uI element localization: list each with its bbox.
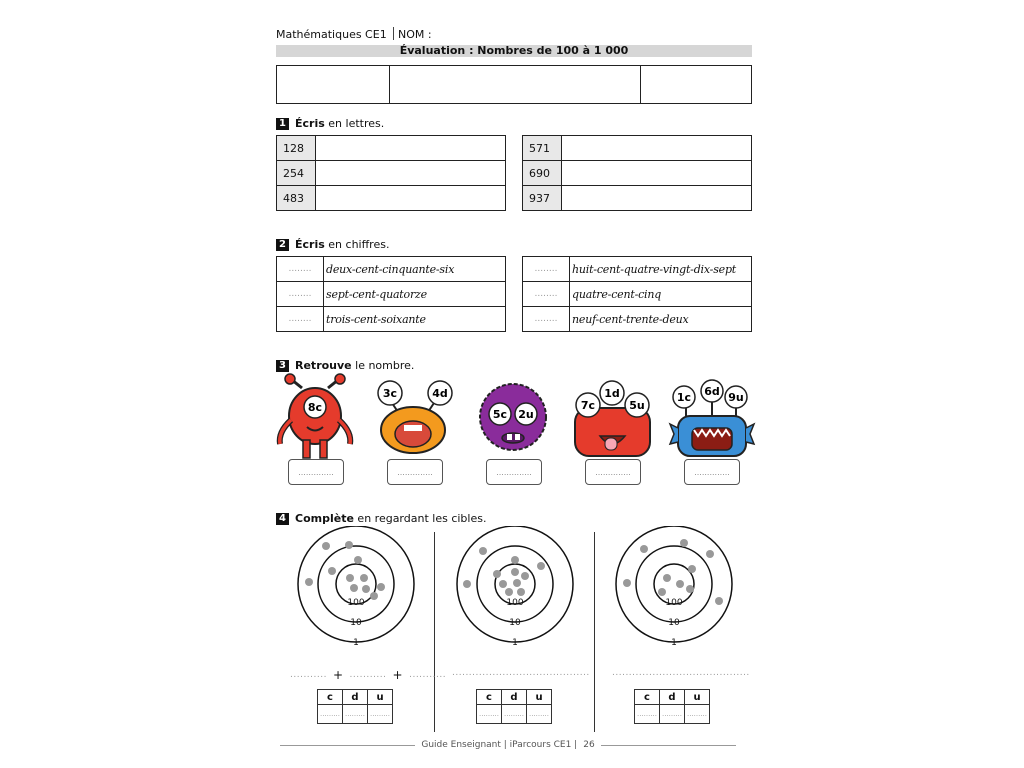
table-row — [277, 282, 506, 307]
table-row — [277, 186, 506, 211]
answer-dots[interactable]: ........ — [277, 282, 324, 307]
table-row — [277, 136, 506, 161]
answer-cell[interactable] — [316, 136, 506, 161]
numbers-to-words-left — [276, 135, 506, 211]
cdu-cell[interactable]: ......... — [635, 705, 660, 724]
monster-label: 8c — [307, 401, 323, 414]
answer-line[interactable]: ......................................... — [452, 668, 590, 678]
word-cell: sept-cent-quatorze — [324, 282, 506, 307]
addition-line — [290, 668, 446, 682]
header-divider — [393, 27, 394, 40]
section-number: 2 — [276, 239, 289, 251]
monster-label: 1d — [604, 387, 620, 400]
table-row — [277, 257, 506, 282]
section-instruction: en lettres. — [328, 117, 385, 130]
monster-label: 5c — [492, 408, 508, 421]
words-to-numbers-right — [522, 256, 752, 332]
ring-label-10: 10 — [350, 618, 362, 628]
section-instruction: en chiffres. — [328, 238, 390, 251]
word-cell: deux-cent-cinquante-six — [324, 257, 506, 282]
target-3 — [612, 526, 736, 650]
ring-label-1: 1 — [671, 638, 677, 648]
table-row — [277, 307, 506, 332]
monster-label: 7c — [580, 399, 596, 412]
section-instruction-bold: Écris — [295, 238, 325, 251]
section-instruction-bold: Retrouve — [295, 359, 352, 372]
answer-cell[interactable] — [562, 136, 752, 161]
number-cell: 690 — [523, 161, 562, 186]
cdu-cell[interactable]: ......... — [343, 705, 368, 724]
answer-dots[interactable]: ........ — [523, 307, 570, 332]
word-cell: neuf-cent-trente-deux — [570, 307, 752, 332]
section-4-heading — [276, 512, 486, 525]
monster-answer-box[interactable]: .............. — [486, 459, 542, 485]
monster-label: 1c — [676, 391, 692, 404]
header-d: d — [660, 690, 685, 705]
section-instruction: le nombre. — [355, 359, 415, 372]
header-c: c — [318, 690, 343, 705]
ring-label-10: 10 — [509, 618, 521, 628]
section-instruction: en regardant les cibles. — [357, 512, 487, 525]
page-title: Évaluation : Nombres de 100 à 1 000 — [276, 45, 752, 57]
answer-dots[interactable]: ........ — [277, 307, 324, 332]
answer-dots[interactable]: ........ — [523, 257, 570, 282]
section-instruction-bold: Écris — [295, 117, 325, 130]
word-cell: trois-cent-soixante — [324, 307, 506, 332]
monster-label: 5u — [629, 399, 645, 412]
info-cell-1[interactable] — [277, 66, 390, 103]
monster-5 — [670, 380, 754, 456]
answer-cell[interactable] — [316, 186, 506, 211]
subject-label: Mathématiques CE1 — [276, 28, 387, 41]
monster-label: 9u — [728, 391, 744, 404]
word-cell: huit-cent-quatre-vingt-dix-sept — [570, 257, 752, 282]
answer-cell[interactable] — [562, 161, 752, 186]
monster-answer-box[interactable]: .............. — [585, 459, 641, 485]
cdu-cell[interactable]: ......... — [502, 705, 527, 724]
plus-sign: + — [392, 668, 404, 682]
header-u: u — [368, 690, 393, 705]
monster-answer-box[interactable]: .............. — [684, 459, 740, 485]
plus-sign: + — [332, 668, 344, 682]
target-1 — [294, 526, 418, 650]
info-cell-3[interactable] — [641, 66, 751, 103]
header-d: d — [502, 690, 527, 705]
cdu-table-3 — [634, 689, 710, 724]
monster-label: 4d — [432, 387, 448, 400]
section-3-heading — [276, 359, 414, 372]
monster-answer-box[interactable]: .............. — [387, 459, 443, 485]
answer-cell[interactable] — [316, 161, 506, 186]
monsters-illustration — [270, 372, 760, 467]
cdu-table-2 — [476, 689, 552, 724]
header-d: d — [343, 690, 368, 705]
monster-answer-box[interactable]: .............. — [288, 459, 344, 485]
monster-label: 6d — [704, 385, 720, 398]
column-divider — [594, 532, 595, 732]
section-number: 4 — [276, 513, 289, 525]
header-c: c — [635, 690, 660, 705]
ring-label-100: 100 — [347, 598, 365, 608]
footer-rule — [601, 745, 736, 746]
name-label: NOM : — [398, 28, 432, 41]
monster-2 — [378, 381, 452, 453]
footer-text: Guide Enseignant | iParcours CE1 | — [421, 740, 578, 750]
number-cell: 128 — [277, 136, 316, 161]
section-number: 1 — [276, 118, 289, 130]
cdu-table-1 — [317, 689, 393, 724]
word-cell: quatre-cent-cinq — [570, 282, 752, 307]
addition-term[interactable]: ........... — [409, 670, 447, 680]
number-cell: 937 — [523, 186, 562, 211]
header-c: c — [477, 690, 502, 705]
monster-label: 3c — [382, 387, 398, 400]
table-row — [523, 161, 752, 186]
answer-dots[interactable]: ........ — [277, 257, 324, 282]
header-u: u — [685, 690, 710, 705]
cdu-cell[interactable]: ......... — [685, 705, 710, 724]
page-number: 26 — [583, 740, 595, 750]
table-row — [277, 161, 506, 186]
footer-rule — [280, 745, 415, 746]
section-2-heading — [276, 238, 389, 251]
column-divider — [434, 532, 435, 732]
cdu-cell[interactable]: ......... — [660, 705, 685, 724]
monster-3 — [480, 384, 546, 450]
addition-term[interactable]: ........... — [290, 670, 327, 680]
table-row — [523, 186, 752, 211]
header-u: u — [527, 690, 552, 705]
header-info-box — [276, 65, 752, 104]
info-cell-2[interactable] — [390, 66, 641, 103]
number-cell: 254 — [277, 161, 316, 186]
section-number: 3 — [276, 360, 289, 372]
ring-label-10: 10 — [668, 618, 680, 628]
words-to-numbers-left — [276, 256, 506, 332]
cdu-cell[interactable]: ......... — [318, 705, 343, 724]
cdu-cell[interactable]: ......... — [477, 705, 502, 724]
table-row — [523, 257, 752, 282]
table-row — [523, 136, 752, 161]
number-cell: 571 — [523, 136, 562, 161]
monster-4 — [575, 381, 650, 456]
monster-1 — [280, 374, 351, 458]
numbers-to-words-right — [522, 135, 752, 211]
ring-label-1: 1 — [353, 638, 359, 648]
answer-dots[interactable]: ........ — [523, 282, 570, 307]
table-row — [523, 282, 752, 307]
number-cell: 483 — [277, 186, 316, 211]
answer-cell[interactable] — [562, 186, 752, 211]
addition-term[interactable]: ........... — [349, 670, 387, 680]
ring-label-100: 100 — [506, 598, 524, 608]
section-instruction-bold: Complète — [295, 512, 354, 525]
monster-label: 2u — [518, 408, 534, 421]
section-1-heading — [276, 117, 384, 130]
table-row — [523, 307, 752, 332]
ring-label-100: 100 — [665, 598, 683, 608]
target-2 — [453, 526, 577, 650]
ring-label-1: 1 — [512, 638, 518, 648]
cdu-cell[interactable]: ......... — [368, 705, 393, 724]
answer-line[interactable]: ......................................... — [612, 668, 750, 678]
cdu-cell[interactable]: ......... — [527, 705, 552, 724]
page-footer — [280, 740, 736, 750]
